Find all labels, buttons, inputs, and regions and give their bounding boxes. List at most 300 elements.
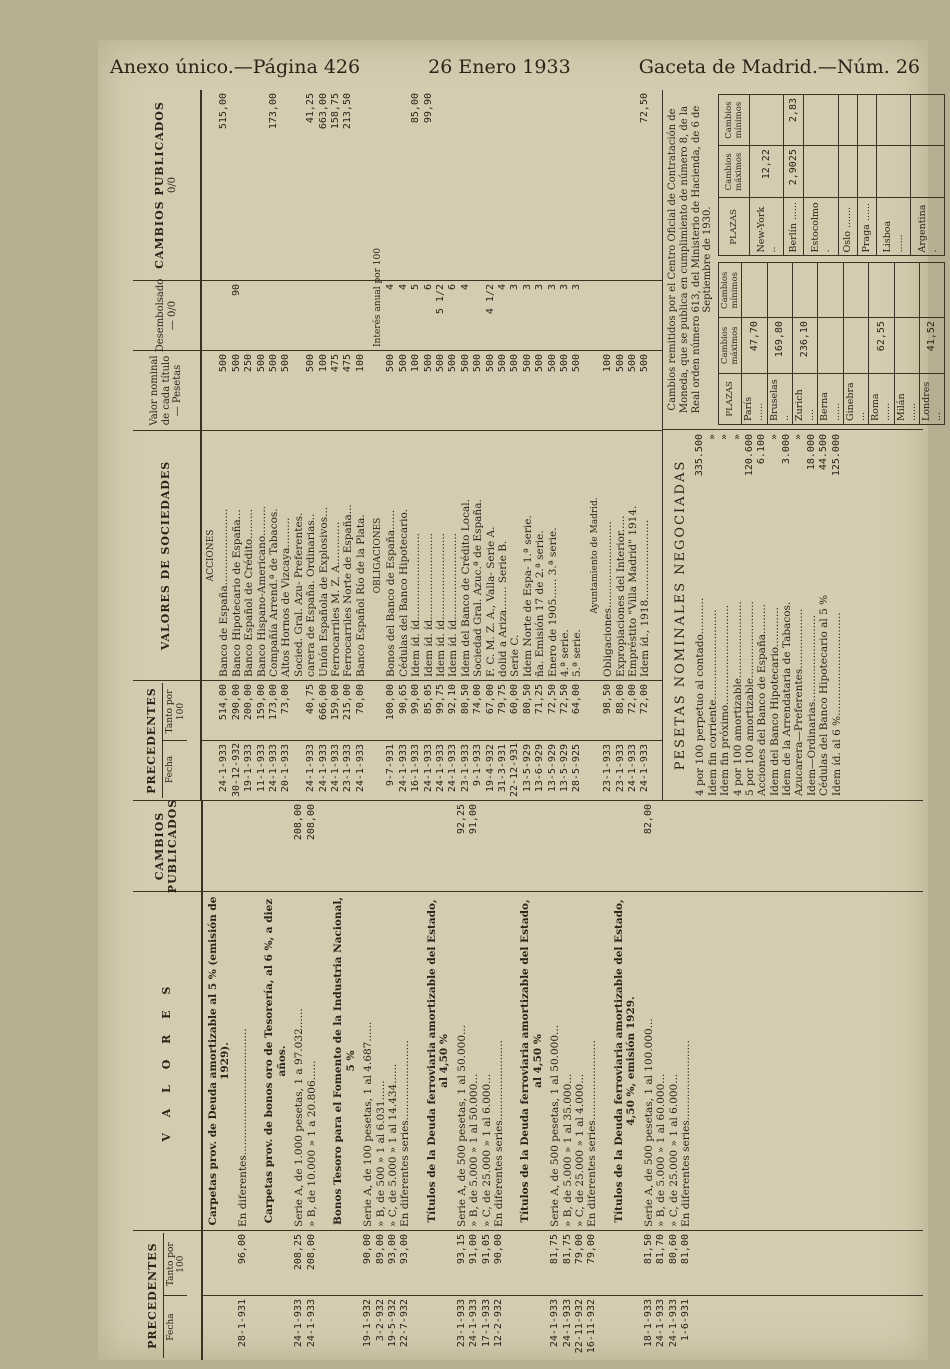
fx-min bbox=[838, 95, 857, 146]
section-label: Ayuntamiento de Madrid. bbox=[589, 497, 600, 614]
obligaciones-row-tanto: 99,00 bbox=[410, 684, 422, 715]
row-cambio bbox=[237, 804, 249, 888]
group-gap bbox=[318, 804, 332, 888]
left-tanto-column bbox=[203, 1230, 923, 1295]
fx-max: 2,9025 bbox=[784, 146, 804, 198]
pesetas-value: 335.500 bbox=[694, 434, 706, 477]
obligaciones-row-nombre: Idem Norte de Espa- 1.ª serie. bbox=[521, 515, 534, 677]
pesetas-label: Idem de la Arrendataria de Tabacos. bbox=[781, 601, 794, 796]
group-gap bbox=[318, 1234, 332, 1292]
fx-max bbox=[857, 146, 876, 198]
acciones-row-nombre: Socied. Gral. Azu- Preferentes. bbox=[292, 512, 305, 677]
fx-table-left bbox=[718, 263, 945, 426]
fx-max bbox=[894, 318, 919, 374]
acciones-row-fecha bbox=[293, 744, 305, 797]
row-fecha: 24-1-933 bbox=[305, 1299, 317, 1348]
acciones-row-fecha: 24-1-933 bbox=[305, 744, 317, 793]
section-spacer bbox=[590, 93, 602, 277]
pesetas-value: 44.500 bbox=[818, 434, 830, 471]
obligaciones-row-fecha: 13-5-929 bbox=[558, 744, 570, 793]
row-valor: Serie A, de 500 pesetas, 1 al 100.000... bbox=[642, 1018, 655, 1227]
fx-row bbox=[920, 263, 945, 425]
pesetas-label: Idem del Banco Hipotecario............ bbox=[768, 607, 781, 796]
obligaciones-row-nominal: 500 bbox=[422, 354, 434, 373]
obligaciones-row-fecha: 13-5-929 bbox=[521, 744, 533, 793]
acciones-row-fecha: 23-1-933 bbox=[342, 744, 354, 793]
obligaciones-row-nominal: 500 bbox=[484, 354, 496, 373]
obligaciones-row-des: 6 bbox=[447, 284, 459, 291]
acciones-row-fecha: 24-1-933 bbox=[354, 744, 366, 793]
obligaciones-row-nombre: Idem íd. íd.......................... bbox=[410, 533, 423, 677]
pesetas-label: 4 por 100 amortizable....................... bbox=[731, 601, 744, 796]
obligaciones-row-des: 3 bbox=[534, 284, 546, 291]
fx-row bbox=[818, 263, 843, 425]
fx-plaza: Praga ...... bbox=[857, 198, 876, 256]
acciones-row-tanto: 290,00 bbox=[230, 684, 242, 721]
row-valor: Serie A, de 500 pesetas, 1 al 50.000... bbox=[549, 1024, 562, 1227]
acciones-row-tanto: 40,75 bbox=[305, 684, 317, 715]
fx-row bbox=[767, 263, 792, 425]
fx-max bbox=[804, 146, 838, 198]
pesetas-row bbox=[744, 434, 756, 796]
acciones-row-cambio bbox=[231, 93, 243, 277]
acciones-row-tanto: 73,00 bbox=[280, 684, 292, 715]
pesetas-value: » bbox=[768, 434, 780, 441]
header-right: Gaceta de Madrid.—Núm. 26 bbox=[638, 56, 920, 78]
group-gap bbox=[599, 804, 613, 888]
acciones-row-nominal: 475 bbox=[342, 354, 354, 373]
obligaciones-row-nombre: Sociedad Gral. Azuc.ª de España. bbox=[472, 499, 485, 677]
pesetas-label: 4 por 100 perpetuo al contado........... bbox=[694, 597, 707, 796]
acciones-row-cambio: 663,00 bbox=[317, 93, 329, 130]
fx-min bbox=[869, 263, 894, 318]
acciones-row-des bbox=[293, 284, 305, 347]
fx-row bbox=[843, 263, 868, 425]
group-gap bbox=[692, 804, 706, 888]
fx-plaza: Lisboa ...... bbox=[876, 198, 910, 256]
pesetas-label: Idem fin corriente........................... bbox=[706, 609, 719, 796]
section-spacer bbox=[206, 284, 218, 347]
obligaciones-row-nominal: 500 bbox=[397, 354, 409, 373]
bottom-section bbox=[662, 90, 944, 800]
row-fecha: 12-2-932 bbox=[492, 1299, 504, 1348]
fx-row bbox=[742, 263, 767, 425]
fx-row bbox=[784, 95, 804, 257]
ayuntamiento-row-fecha: 24-1-933 bbox=[626, 744, 638, 793]
acciones-row-fecha: 11-1-933 bbox=[255, 744, 267, 793]
group-gap bbox=[249, 1299, 263, 1357]
row-fecha: 23-1-933 bbox=[455, 1299, 467, 1348]
row-tanto: 208,25 bbox=[293, 1234, 305, 1271]
pesetas-row bbox=[769, 434, 781, 796]
obligaciones-row-cambio bbox=[398, 93, 410, 277]
row-valor: En diferentes series........................ bbox=[492, 1040, 505, 1227]
acciones-row-nombre: Banco de España....................... bbox=[218, 508, 231, 677]
acciones-row-des bbox=[330, 284, 342, 347]
obligaciones-row-des: 4 bbox=[496, 284, 508, 291]
group-gap bbox=[318, 895, 332, 1227]
row-fecha: 22-7-932 bbox=[399, 1299, 411, 1348]
right-tanto-header: Tanto por 100 bbox=[163, 683, 186, 741]
ayuntamiento-row-fecha: 23-1-933 bbox=[614, 744, 626, 793]
fx-row bbox=[911, 95, 945, 257]
group-gap bbox=[412, 1299, 426, 1357]
fx-plaza: Milán ...... bbox=[894, 373, 919, 424]
row-tanto: 93,15 bbox=[455, 1234, 467, 1265]
obligaciones-row-des bbox=[472, 284, 484, 347]
left-table bbox=[133, 800, 923, 1360]
ayuntamiento-row-tanto: 72,00 bbox=[626, 684, 638, 715]
right-fecha-header: Fecha bbox=[165, 755, 176, 784]
obligaciones-row-tanto: 71,25 bbox=[534, 684, 546, 715]
acciones-row-tanto: 159,00 bbox=[329, 684, 341, 721]
pesetas-label: 5 por 100 amortizable....................... bbox=[743, 601, 756, 796]
row-valor: En diferentes series........................ bbox=[586, 1040, 599, 1227]
fx-min bbox=[750, 95, 784, 146]
obligaciones-row-cambio bbox=[472, 93, 484, 277]
group-gap bbox=[599, 1234, 613, 1292]
right-nominal-column bbox=[202, 350, 662, 430]
acciones-row-cambio bbox=[293, 93, 305, 277]
obligaciones-row-tanto: 60,00 bbox=[509, 684, 521, 715]
obligaciones-row-fecha: 9-1-933 bbox=[472, 744, 484, 787]
obligaciones-row-cambio: 85,00 bbox=[410, 93, 422, 124]
fx-row bbox=[894, 263, 919, 425]
row-cambio bbox=[549, 804, 561, 888]
row-fecha: 22-11-932 bbox=[574, 1299, 586, 1354]
obligaciones-row-cambio bbox=[385, 93, 397, 277]
left-valores-header: V A L O R E S bbox=[133, 891, 201, 1230]
obligaciones-row-fecha: 22-12-931 bbox=[509, 742, 521, 797]
obligaciones-row-tanto: 80,50 bbox=[521, 684, 533, 715]
fx-max: 47,70 bbox=[742, 318, 767, 374]
row-valor: » C, de 5.000 » 1 al 14.434...... bbox=[386, 1063, 399, 1227]
row-valor: » C, de 25.000 » 1 al 4.000... bbox=[574, 1073, 587, 1227]
group-gap bbox=[599, 895, 613, 1227]
obligaciones-row-nombre: ña. Emisión 17 de 2.ª serie. bbox=[534, 530, 547, 677]
pesetas-label: Azucarera—Preferentes.................. bbox=[793, 608, 806, 796]
acciones-row-des bbox=[256, 284, 268, 347]
left-fecha-column bbox=[203, 1295, 923, 1360]
ayuntamiento-row-nominal: 500 bbox=[626, 354, 638, 373]
group-title: Carpetas prov. de Deuda amortizable al 5 % (emisión de 1929). bbox=[207, 896, 232, 1226]
acciones-row-cambio: 173,00 bbox=[267, 93, 279, 130]
fx-row bbox=[857, 95, 876, 257]
ayuntamiento-row-cambio bbox=[615, 93, 627, 277]
pesetas-value: 125.000 bbox=[830, 434, 842, 477]
fx-plaza: Estocolmo . bbox=[804, 198, 838, 256]
fx-min bbox=[876, 95, 910, 146]
ayuntamiento-row-tanto: 98,50 bbox=[602, 684, 614, 715]
group-gap bbox=[692, 895, 706, 1227]
ayuntamiento-row-nominal: 500 bbox=[614, 354, 626, 373]
obligaciones-row-des: 4 bbox=[397, 284, 409, 291]
page-header bbox=[110, 52, 920, 82]
group-gap bbox=[692, 1234, 706, 1292]
acciones-row-des bbox=[243, 284, 255, 347]
obligaciones-row-nominal: 500 bbox=[435, 354, 447, 373]
obligaciones-row-nombre: Serie C. bbox=[509, 634, 522, 677]
fx-max: 236,10 bbox=[793, 318, 818, 374]
right-table bbox=[133, 90, 944, 800]
acciones-row-cambio: 515,00 bbox=[218, 93, 230, 130]
left-precedentes-header: PRECEDENTES Fecha Tanto por 100 bbox=[133, 1230, 201, 1360]
obligaciones-row-nombre: Enero de 1905...... 3.ª serie. bbox=[546, 527, 559, 677]
row-tanto: 81,00 bbox=[680, 1234, 692, 1265]
left-table-header bbox=[133, 798, 203, 1360]
row-tanto: 79,00 bbox=[586, 1234, 598, 1265]
section-spacer bbox=[206, 93, 218, 277]
fx-row bbox=[750, 95, 784, 257]
fx-min bbox=[857, 95, 876, 146]
row-fecha: 24-1-933 bbox=[293, 1299, 305, 1348]
section-gap bbox=[652, 744, 658, 797]
fx-row bbox=[804, 95, 838, 257]
obligaciones-row-fecha: 23-1-933 bbox=[459, 744, 471, 793]
obligaciones-row-des: 3 bbox=[521, 284, 533, 291]
ayuntamiento-row-nombre: Obligaciones.......................... bbox=[602, 521, 615, 677]
section-label: OBLIGACIONES bbox=[373, 517, 384, 594]
pesetas-value: 6.100 bbox=[756, 434, 768, 465]
row-tanto: 91,05 bbox=[480, 1234, 492, 1265]
obligaciones-row-cambio bbox=[460, 93, 472, 277]
group-gap bbox=[505, 895, 519, 1227]
obligaciones-row-nominal: 500 bbox=[459, 354, 471, 373]
row-tanto: 91,00 bbox=[468, 1234, 480, 1265]
row-tanto: 81,75 bbox=[549, 1234, 561, 1265]
fx-max: 62,55 bbox=[869, 318, 894, 374]
pesetas-value: » bbox=[793, 434, 805, 441]
fx-max bbox=[911, 146, 945, 198]
section-spacer bbox=[206, 744, 218, 797]
obligaciones-row-fecha: 24-1-933 bbox=[422, 744, 434, 793]
left-cambios-column bbox=[203, 801, 923, 891]
fx-max: 169,80 bbox=[767, 318, 792, 374]
section-spacer bbox=[373, 684, 385, 737]
left-fecha-header: Fecha bbox=[165, 1313, 176, 1341]
row-tanto: 81,70 bbox=[655, 1234, 667, 1265]
acciones-row-nombre: Banco Hispano-Americano......... bbox=[255, 505, 268, 677]
row-valor: En diferentes series........................ bbox=[399, 1040, 412, 1227]
fx-max bbox=[876, 146, 910, 198]
obligaciones-row-cambio bbox=[522, 93, 534, 277]
pesetas-row bbox=[694, 434, 706, 796]
section-spacer bbox=[373, 744, 385, 797]
pesetas-row bbox=[707, 434, 719, 796]
pesetas-label: Idem fin próximo.............................. bbox=[719, 604, 732, 796]
fx-min: 2,83 bbox=[784, 95, 804, 146]
acciones-row-nominal: 500 bbox=[218, 354, 230, 373]
row-tanto: 208,00 bbox=[305, 1234, 317, 1271]
obligaciones-row-tanto: 74,00 bbox=[472, 684, 484, 715]
obligaciones-row-des: 4 1/2 bbox=[484, 284, 496, 315]
fx-plaza: París ...... bbox=[742, 373, 767, 424]
fx-plaza: Zurich .... bbox=[793, 373, 818, 424]
obligaciones-row-fecha: 24-1-933 bbox=[397, 744, 409, 793]
fx-plaza: Roma ...... bbox=[869, 373, 894, 424]
row-valor: Serie A, de 100 pesetas, 1 al 4.687...... bbox=[362, 1021, 375, 1227]
fx-max bbox=[838, 146, 857, 198]
row-fecha: 24-1-933 bbox=[667, 1299, 679, 1348]
acciones-row-fecha: 30-12-932 bbox=[230, 742, 242, 797]
row-tanto: 81,75 bbox=[561, 1234, 573, 1265]
desembolsado-header: Desembolsado — 0/0 bbox=[133, 280, 200, 350]
pesetas-row bbox=[732, 434, 744, 796]
fx-header-row bbox=[719, 95, 750, 257]
obligaciones-row-des: 6 bbox=[422, 284, 434, 291]
fx-max: 12,22 bbox=[750, 146, 784, 198]
pesetas-value: » bbox=[731, 434, 743, 441]
row-tanto: 96,00 bbox=[237, 1234, 248, 1265]
obligaciones-row-cambio bbox=[447, 93, 459, 277]
obligaciones-row-nombre: 4.ª serie. bbox=[558, 629, 571, 677]
obligaciones-row-nominal: 500 bbox=[447, 354, 459, 373]
fx-header-col_min: Cambios mínimos bbox=[719, 95, 750, 146]
interes-label: Interés anual por 100 bbox=[373, 248, 384, 347]
acciones-row-cambio bbox=[256, 93, 268, 277]
obligaciones-row-des: 4 bbox=[459, 284, 471, 291]
row-valor: » B, de 5.000 » 1 al 50.000... bbox=[468, 1073, 481, 1227]
acciones-row-nombre: Banco Hipotecario de España... bbox=[230, 509, 243, 677]
acciones-row-nombre: Ferrocarriles Norte de España... bbox=[342, 504, 355, 677]
obligaciones-row-tanto: 90,65 bbox=[397, 684, 409, 715]
obligaciones-row-cambio bbox=[571, 93, 583, 277]
row-fecha: 17-1-933 bbox=[480, 1299, 492, 1348]
group-gap bbox=[412, 804, 426, 888]
fx-row bbox=[869, 263, 894, 425]
ayuntamiento-row-cambio bbox=[602, 93, 614, 277]
row-valor: » B, de 500 » 1 al 6.031...... bbox=[374, 1080, 387, 1227]
obligaciones-row-tanto: 79,75 bbox=[496, 684, 508, 715]
acciones-row-nombre: Unión Española de Explosivos... bbox=[317, 506, 330, 677]
ayuntamiento-row-cambio bbox=[627, 93, 639, 277]
section-gap bbox=[652, 434, 658, 677]
obligaciones-row-tanto: 67,00 bbox=[484, 684, 496, 715]
acciones-row-des bbox=[355, 284, 367, 347]
obligaciones-row-nombre: dolid a Ariza....... Serie B. bbox=[496, 540, 509, 677]
row-fecha: 28-1-931 bbox=[237, 1299, 248, 1348]
right-table-header bbox=[133, 90, 202, 800]
pesetas-label: Cédulas del Banco Hipotecario al 5 % bbox=[818, 594, 831, 796]
row-valor: » B, de 10.000 » 1 a 20.806...... bbox=[305, 1060, 318, 1227]
row-valor: » B, de 5.000 » 1 al 35.000... bbox=[561, 1073, 574, 1227]
acciones-row-tanto: 514,00 bbox=[218, 684, 230, 721]
obligaciones-row-des: 5 bbox=[410, 284, 422, 291]
row-cambio bbox=[680, 804, 692, 888]
row-valor: En diferentes series........................ bbox=[680, 1040, 693, 1227]
header-left: Anexo único.—Página 426 bbox=[110, 56, 361, 78]
section-spacer bbox=[590, 284, 602, 347]
right-nombre-column bbox=[202, 430, 662, 680]
right-precedentes-header: PRECEDENTES Fecha Tanto por 100 bbox=[133, 680, 200, 800]
fx-plaza: New-York .. bbox=[750, 198, 784, 256]
row-cambio: 208,00 bbox=[293, 804, 305, 841]
acciones-row-des: 90 bbox=[230, 284, 242, 297]
obligaciones-row-cambio bbox=[534, 93, 546, 277]
row-valor: Serie A, de 1.000 pesetas, 1 a 97.032...... bbox=[293, 1008, 306, 1227]
row-cambio: 92,25 bbox=[455, 804, 467, 835]
right-cambio-column bbox=[202, 90, 662, 280]
right-cambios-header: CAMBIOS PUBLICADOS 0/0 bbox=[153, 101, 179, 269]
right-fecha-column bbox=[202, 740, 662, 800]
group-title: Títulos de la Deuda ferroviaria amortizable del Estado, 4,50 %, emisión 1929. bbox=[612, 899, 638, 1223]
group-title: Bonos Tesoro para el Fomento de la Industria Nacional, 5 % bbox=[332, 897, 357, 1226]
pesetas-row bbox=[719, 434, 731, 796]
fx-plaza: Ginebra ... bbox=[843, 373, 868, 424]
row-cambio bbox=[399, 804, 411, 888]
group-gap bbox=[318, 1299, 332, 1357]
row-cambio bbox=[493, 804, 505, 888]
cambios-note: Cambios remitidos por el Centro Oficial de Contratación de Moneda, que se publica en cumplimiento de número 8, de la Real orden número 613, del Ministerio de Hacienda, de 6 de Septiembre de 1930. bbox=[667, 105, 714, 414]
group-gap bbox=[505, 804, 519, 888]
obligaciones-row-nominal: 500 bbox=[472, 354, 484, 373]
acciones-row-nominal: 500 bbox=[280, 354, 292, 373]
acciones-row-nombre: Ferrocarriles M. Z. A............. bbox=[329, 521, 342, 677]
pesetas-label: Idem íd. al 6 %............................... bbox=[830, 612, 843, 796]
obligaciones-row-nombre: Cédulas del Banco Hipotecario. bbox=[397, 509, 410, 677]
ayuntamiento-row-fecha: 24-1-933 bbox=[639, 744, 651, 793]
obligaciones-row-des: 4 bbox=[385, 284, 397, 291]
ayuntamiento-row-nombre: Empréstito "Villa Madrid" 1914. bbox=[626, 505, 639, 677]
group-gap bbox=[249, 895, 263, 1227]
pesetas-value: 18.000 bbox=[805, 434, 817, 471]
obligaciones-row-cambio bbox=[497, 93, 509, 277]
row-cambio bbox=[586, 804, 598, 888]
fx-header-col_max: Cambios máximos bbox=[719, 146, 750, 198]
ayuntamiento-row-tanto: 72,00 bbox=[639, 684, 651, 715]
row-cambio bbox=[562, 804, 574, 888]
acciones-row-des bbox=[218, 284, 230, 347]
fx-min bbox=[920, 263, 945, 318]
fx-header-row bbox=[719, 263, 742, 425]
fx-plaza: Oslo ....... bbox=[838, 198, 857, 256]
acciones-row-nominal: 500 bbox=[267, 354, 279, 373]
obligaciones-row-fecha: 13-5-929 bbox=[546, 744, 558, 793]
row-tanto: 93,00 bbox=[386, 1234, 398, 1265]
group-gap bbox=[249, 1234, 263, 1292]
ayuntamiento-row-des bbox=[615, 284, 627, 347]
row-fecha: 24-1-933 bbox=[468, 1299, 480, 1348]
row-valor: » C, de 25.000 » 1 al 6.000... bbox=[667, 1073, 680, 1227]
ayuntamiento-row-nominal: 100 bbox=[602, 354, 614, 373]
acciones-row-nominal: 250 bbox=[243, 354, 255, 373]
obligaciones-row-des: 3 bbox=[509, 284, 521, 291]
acciones-row-nombre: carera de España. Ordinarias.. bbox=[305, 513, 318, 677]
fx-max bbox=[843, 318, 868, 374]
acciones-row-fecha: 19-1-933 bbox=[243, 744, 255, 793]
obligaciones-row-nominal: 500 bbox=[509, 354, 521, 373]
section-spacer bbox=[590, 744, 602, 797]
obligaciones-row-nominal: 500 bbox=[571, 354, 583, 373]
left-cambios-header: CAMBIOS PUBLICADOS bbox=[153, 798, 179, 894]
obligaciones-row-nombre: 5.ª serie. bbox=[571, 629, 584, 677]
acciones-row-nombre: Altos Hornos de Vizcaya......... bbox=[280, 517, 293, 677]
row-fecha: 24-1-933 bbox=[655, 1299, 667, 1348]
acciones-row-fecha: 20-1-933 bbox=[280, 744, 292, 793]
obligaciones-row-des: 3 bbox=[571, 284, 583, 291]
row-valor: Serie A, de 500 pesetas, 1 al 50.000... bbox=[455, 1024, 468, 1227]
row-cambio bbox=[387, 804, 399, 888]
acciones-row-tanto: 666,00 bbox=[317, 684, 329, 721]
section-spacer bbox=[206, 354, 218, 427]
fx-min bbox=[804, 95, 838, 146]
acciones-row-cambio: 41,25 bbox=[305, 93, 317, 124]
nominal-header: Valor nominal de cada título — Pesetas bbox=[133, 350, 200, 430]
obligaciones-row-cambio bbox=[435, 93, 447, 277]
pesetas-value: 120.600 bbox=[743, 434, 755, 477]
cambios-oficiales bbox=[663, 90, 944, 430]
obligaciones-row-tanto: 72,50 bbox=[558, 684, 570, 715]
